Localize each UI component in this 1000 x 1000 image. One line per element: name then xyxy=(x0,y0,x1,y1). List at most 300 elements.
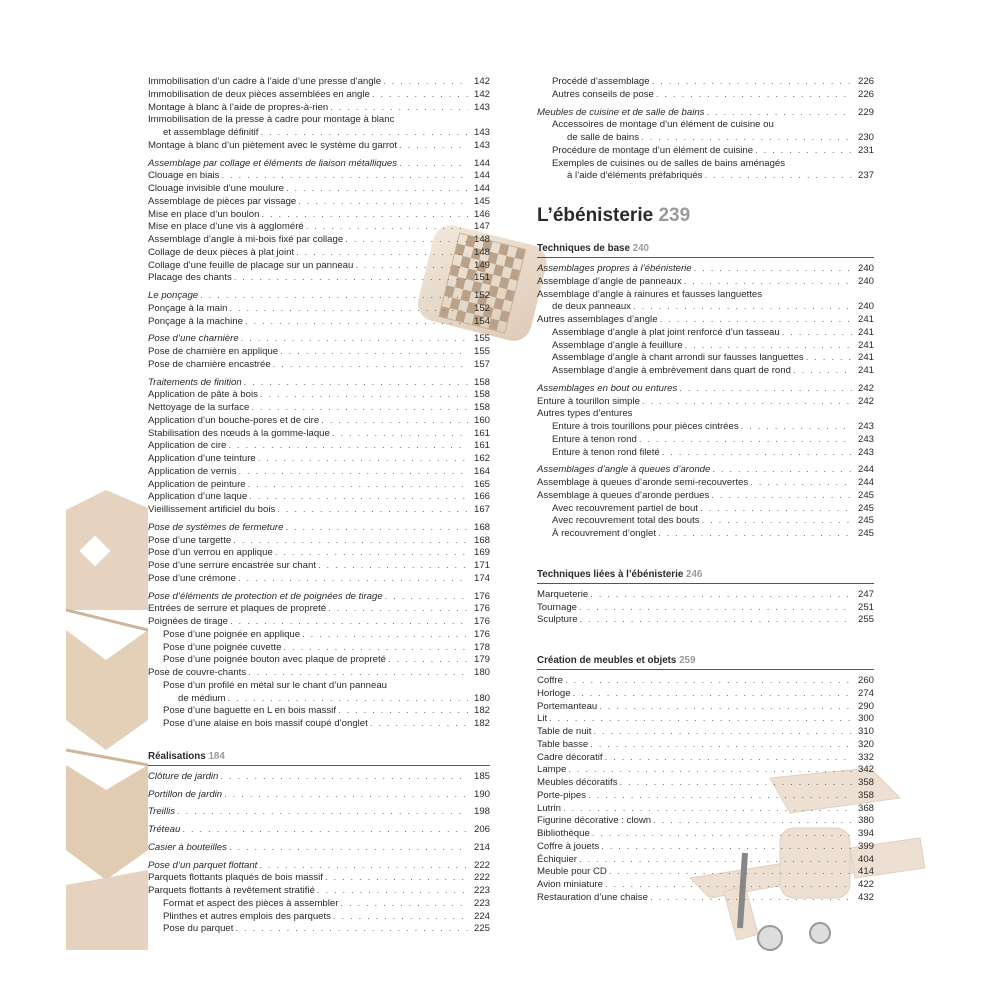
dot-leader xyxy=(660,314,852,327)
toc-entry-title: Vieillissement artificiel du bois xyxy=(148,504,276,515)
toc-entry[interactable] xyxy=(148,196,490,209)
toc-entry-title: Application d’un bouche-pores et de cire xyxy=(148,414,320,426)
toc-entry-title: Mise en place d’une vis à aggloméré xyxy=(148,221,304,233)
toc-page-number: 158 xyxy=(473,376,490,388)
toc-entry[interactable] xyxy=(537,713,874,726)
toc-entry-title: Pose d’une baguette en L en bois massif xyxy=(163,705,336,717)
toc-page-number: 142 xyxy=(473,88,490,100)
toc-section-entry[interactable] xyxy=(537,107,874,120)
toc-page-number: 161 xyxy=(473,427,490,439)
toc-list-techniques-liees xyxy=(537,589,874,627)
dot-leader xyxy=(806,352,852,365)
toc-list-right-top xyxy=(537,76,874,183)
toc-page-number: 300 xyxy=(857,713,874,725)
toc-page-number: 229 xyxy=(857,106,874,118)
toc-entry[interactable] xyxy=(148,911,490,924)
dot-leader xyxy=(258,453,468,466)
toc-page-number: 198 xyxy=(473,806,490,818)
toc-entry-title: Exemples de cuisines ou de salles de bains aménagés xyxy=(552,157,786,169)
toc-page-number: 167 xyxy=(473,504,490,515)
part-heading-techniques-base xyxy=(537,243,874,258)
toc-entry[interactable] xyxy=(537,352,874,365)
toc-entry-title: Assemblages d’angle à queues d’aronde xyxy=(537,464,711,476)
dot-leader xyxy=(658,528,852,541)
dot-leader xyxy=(280,346,468,359)
toc-entry[interactable] xyxy=(148,654,490,667)
dot-leader xyxy=(325,872,468,885)
toc-page-number: 143 xyxy=(473,139,490,151)
toc-entry[interactable] xyxy=(537,892,874,905)
part-page-number: 240 xyxy=(632,243,650,254)
dot-leader xyxy=(579,854,852,867)
toc-entry[interactable] xyxy=(537,879,874,892)
toc-entry[interactable] xyxy=(148,303,490,316)
toc-entry[interactable] xyxy=(537,803,874,816)
dot-leader xyxy=(317,885,468,898)
toc-entry[interactable] xyxy=(148,234,490,247)
dot-leader xyxy=(224,789,468,802)
dot-leader xyxy=(399,158,468,171)
toc-entry[interactable] xyxy=(148,479,490,492)
toc-entry[interactable] xyxy=(148,504,490,517)
toc-entry-title: À recouvrement d’onglet xyxy=(552,528,656,539)
toc-page-number: 245 xyxy=(857,515,874,527)
dot-leader xyxy=(620,777,852,790)
toc-section-entry[interactable] xyxy=(148,860,490,873)
dot-leader xyxy=(221,170,468,183)
toc-entry-title: de deux panneaux xyxy=(552,301,631,313)
toc-entry[interactable] xyxy=(148,260,490,273)
toc-section-entry[interactable] xyxy=(148,377,490,390)
dot-leader xyxy=(332,428,468,441)
toc-page-number: 245 xyxy=(857,528,874,539)
toc-entry-title: Marqueterie xyxy=(537,588,589,600)
toc-entry[interactable] xyxy=(537,828,874,841)
part-title: Réalisations xyxy=(148,750,206,762)
toc-entry[interactable] xyxy=(148,573,490,586)
toc-entry-title: Autres conseils de pose xyxy=(552,88,654,100)
toc-entry[interactable] xyxy=(148,603,490,616)
toc-section-entry[interactable] xyxy=(537,383,874,396)
toc-page-number: 432 xyxy=(857,891,874,903)
dot-leader xyxy=(241,333,468,346)
toc-entry-title: Montage à blanc d’un piètement avec le système du garrot xyxy=(148,139,398,151)
dot-leader xyxy=(694,263,852,276)
toc-section-entry[interactable] xyxy=(148,522,490,535)
toc-entry[interactable] xyxy=(148,247,490,260)
toc-entry[interactable] xyxy=(148,466,490,479)
toc-entry-title: Meubles de cuisine et de salle de bains xyxy=(537,106,705,118)
dot-leader xyxy=(261,209,468,222)
toc-entry-title: Pose d’une targette xyxy=(148,534,232,546)
toc-entry[interactable] xyxy=(148,667,490,680)
dot-leader xyxy=(355,260,468,273)
dot-leader xyxy=(662,447,852,460)
toc-page-number: 190 xyxy=(473,788,490,800)
toc-page-number: 160 xyxy=(473,414,490,426)
toc-entry[interactable] xyxy=(537,477,874,490)
toc-entry[interactable] xyxy=(537,854,874,867)
toc-page-number: 168 xyxy=(473,534,490,546)
toc-entry-title: Pose du parquet xyxy=(163,923,234,935)
toc-list-techniques-base xyxy=(537,263,874,541)
toc-entry[interactable] xyxy=(148,415,490,428)
toc-entry[interactable] xyxy=(537,752,874,765)
toc-section-entry[interactable] xyxy=(148,806,490,819)
toc-entry[interactable] xyxy=(148,127,490,140)
toc-entry-title: Pose d’éléments de protection et de poignées de tirage xyxy=(148,590,383,602)
dot-leader xyxy=(283,642,468,655)
toc-entry[interactable] xyxy=(537,841,874,854)
toc-entry[interactable] xyxy=(537,688,874,701)
toc-section-entry[interactable] xyxy=(148,591,490,604)
toc-entry[interactable] xyxy=(537,503,874,516)
toc-entry-title: Autres types d’entures xyxy=(537,408,633,420)
toc-page-number: 176 xyxy=(473,616,490,627)
dot-leader xyxy=(233,535,468,548)
toc-entry-title: Sculpture xyxy=(537,614,578,626)
toc-entry-title: Assemblage d’angle à mi-bois fixé par collage xyxy=(148,234,344,245)
toc-page-number: 251 xyxy=(857,601,874,613)
toc-entry-title: Assemblage d’angle à feuillure xyxy=(552,339,683,351)
toc-entry-title: Enture à trois tourillons pour pièces cintrées xyxy=(552,421,739,432)
chapter-title: L’ébénisterie xyxy=(537,205,654,226)
dot-leader xyxy=(590,589,852,602)
toc-entry[interactable] xyxy=(537,815,874,828)
dot-leader xyxy=(182,824,468,837)
toc-entry[interactable] xyxy=(148,872,490,885)
toc-entry[interactable] xyxy=(537,314,874,327)
toc-entry[interactable] xyxy=(537,701,874,714)
toc-page-number: 143 xyxy=(473,101,490,113)
toc-entry[interactable] xyxy=(148,402,490,415)
toc-entry[interactable] xyxy=(148,76,490,89)
toc-page-number: 243 xyxy=(857,433,874,445)
dot-leader xyxy=(273,359,468,372)
toc-entry-title: Enture à tourillon simple xyxy=(537,395,640,407)
toc-entry-title: Pose de systèmes de fermeture xyxy=(148,521,284,533)
toc-entry[interactable] xyxy=(537,764,874,777)
toc-entry[interactable] xyxy=(537,515,874,528)
toc-entry-title: Assemblage d’angle à chant arrondi sur fausses languettes xyxy=(552,352,804,364)
toc-entry-title: Clouage invisible d’une moulure xyxy=(148,183,284,194)
toc-entry[interactable] xyxy=(537,528,874,541)
toc-list-realisations xyxy=(148,771,490,936)
toc-section-entry[interactable] xyxy=(148,842,490,855)
toc-entry[interactable] xyxy=(537,170,874,183)
toc-entry[interactable] xyxy=(148,718,490,731)
toc-entry[interactable] xyxy=(537,276,874,289)
dot-leader xyxy=(244,377,468,390)
toc-entry-title: Enture à tenon rond xyxy=(552,433,637,445)
toc-entry[interactable] xyxy=(148,114,490,127)
toc-entry[interactable] xyxy=(148,642,490,655)
toc-section-entry[interactable] xyxy=(537,263,874,276)
dot-leader xyxy=(200,290,468,303)
toc-entry[interactable] xyxy=(148,221,490,234)
toc-entry[interactable] xyxy=(148,885,490,898)
dot-leader xyxy=(229,303,468,316)
part-heading-techniques-liees xyxy=(537,569,874,584)
toc-page-number: 148 xyxy=(473,246,490,258)
toc-entry[interactable] xyxy=(148,183,490,196)
dot-leader xyxy=(229,842,468,855)
toc-entry-title: Nettoyage de la surface xyxy=(148,402,250,413)
toc-page-number: 241 xyxy=(857,339,874,351)
dot-leader xyxy=(704,170,852,183)
dot-leader xyxy=(642,396,852,409)
toc-page-number: 241 xyxy=(857,352,874,364)
toc-page-number: 244 xyxy=(857,477,874,488)
toc-entry[interactable] xyxy=(148,629,490,642)
toc-entry[interactable] xyxy=(148,491,490,504)
toc-page-number: 142 xyxy=(473,76,490,87)
toc-entry[interactable] xyxy=(537,602,874,615)
toc-entry[interactable] xyxy=(537,739,874,752)
dot-leader xyxy=(286,183,468,196)
toc-entry[interactable] xyxy=(148,616,490,629)
toc-entry-title: Pose de couvre-chants xyxy=(148,667,247,678)
toc-page-number: 247 xyxy=(857,588,874,600)
dot-leader xyxy=(259,860,468,873)
toc-page-number: 165 xyxy=(473,478,490,490)
toc-entry-title: Pose d’une serrure encastrée sur chant xyxy=(148,560,316,571)
toc-entry[interactable] xyxy=(537,289,874,302)
toc-left-column xyxy=(148,76,490,936)
toc-page-number: 226 xyxy=(857,88,874,100)
toc-page-number: 394 xyxy=(857,828,874,839)
toc-entry[interactable] xyxy=(537,777,874,790)
toc-entry-title: Parquets flottants plaqués de bois massif xyxy=(148,872,323,884)
toc-section-entry[interactable] xyxy=(148,333,490,346)
toc-entry-title: Pose d’une alaise en bois massif coupé d’onglet xyxy=(163,718,368,729)
toc-entry-title: Pose de charnière en applique xyxy=(148,346,279,357)
toc-entry-title: et assemblage définitif xyxy=(163,127,259,138)
toc-entry[interactable] xyxy=(148,209,490,222)
toc-page-number: 161 xyxy=(473,440,490,452)
toc-entry-title: Portillon de jardin xyxy=(148,788,223,800)
dot-leader xyxy=(684,276,852,289)
toc-page-number: 158 xyxy=(473,402,490,413)
toc-section-entry[interactable] xyxy=(148,290,490,303)
dot-leader xyxy=(230,616,468,629)
dot-leader xyxy=(653,815,852,828)
toc-page-number: 332 xyxy=(857,751,874,763)
toc-entry[interactable] xyxy=(148,316,490,329)
dot-leader xyxy=(260,389,468,402)
toc-entry[interactable] xyxy=(148,705,490,718)
dot-leader xyxy=(580,614,852,627)
toc-entry[interactable] xyxy=(148,898,490,911)
toc-page-number: 185 xyxy=(473,770,490,782)
toc-entry-title: Poignées de tirage xyxy=(148,616,229,627)
toc-entry[interactable] xyxy=(537,158,874,171)
toc-section-entry[interactable] xyxy=(148,824,490,837)
toc-page-number: 380 xyxy=(857,815,874,827)
dot-leader xyxy=(318,560,468,573)
dot-leader xyxy=(345,234,468,247)
toc-entry-title: Autres assemblages d’angle xyxy=(537,314,658,325)
toc-entry[interactable] xyxy=(537,145,874,158)
toc-entry-title: Avec recouvrement total des bouts xyxy=(552,515,700,527)
dot-leader xyxy=(275,547,468,560)
dot-leader xyxy=(652,76,852,89)
toc-entry-title: Traitements de finition xyxy=(148,376,242,388)
toc-page-number: 358 xyxy=(857,777,874,788)
toc-entry-title: Meuble pour CD xyxy=(537,866,607,878)
toc-entry[interactable] xyxy=(537,396,874,409)
toc-page-number: 243 xyxy=(857,446,874,458)
dot-leader xyxy=(639,434,852,447)
toc-entry-title: Avec recouvrement partiel de bout xyxy=(552,502,698,514)
toc-entry[interactable] xyxy=(537,790,874,803)
dot-leader xyxy=(782,327,852,340)
toc-entry-title: Application de cire xyxy=(148,440,227,452)
toc-page-number: 144 xyxy=(473,183,490,194)
dot-leader xyxy=(741,421,852,434)
toc-entry-title: Le ponçage xyxy=(148,290,199,301)
dot-leader xyxy=(277,504,468,517)
toc-entry[interactable] xyxy=(148,272,490,285)
toc-entry-title: Parquets flottants à revêtement stratifié xyxy=(148,885,315,896)
toc-entry[interactable] xyxy=(148,560,490,573)
toc-page-number: 242 xyxy=(857,382,874,394)
toc-entry[interactable] xyxy=(148,89,490,102)
toc-entry-title: Montage à blanc à l’aide de propres-à-rien xyxy=(148,101,329,113)
toc-entry[interactable] xyxy=(148,359,490,372)
dot-leader xyxy=(385,591,468,604)
toc-entry[interactable] xyxy=(537,490,874,503)
dot-leader xyxy=(296,247,468,260)
toc-entry[interactable] xyxy=(148,102,490,115)
dot-leader xyxy=(565,675,852,688)
dot-leader xyxy=(593,726,852,739)
toc-page-number: 245 xyxy=(857,502,874,514)
dot-leader xyxy=(245,316,468,329)
toc-entry[interactable] xyxy=(537,365,874,378)
toc-section-entry[interactable] xyxy=(148,771,490,784)
toc-page-number: 241 xyxy=(857,314,874,325)
toc-entry[interactable] xyxy=(537,726,874,739)
toc-entry[interactable] xyxy=(537,614,874,627)
toc-entry[interactable] xyxy=(537,447,874,460)
toc-entry[interactable] xyxy=(537,76,874,89)
toc-entry-title: Assemblage à queues d’aronde semi-recouvertes xyxy=(537,477,749,488)
toc-entry-title: Assemblage d’angle de panneaux xyxy=(537,275,682,287)
toc-section-entry[interactable] xyxy=(537,464,874,477)
toc-entry[interactable] xyxy=(537,327,874,340)
toc-entry-title: Enture à tenon rond fileté xyxy=(552,446,660,458)
toc-entry[interactable] xyxy=(537,675,874,688)
toc-page-number: 155 xyxy=(473,346,490,357)
toc-entry-title: Procédure de montage d’un élément de cuisine xyxy=(552,144,754,156)
toc-entry[interactable] xyxy=(148,680,490,693)
dot-leader xyxy=(328,603,468,616)
toc-page-number: 171 xyxy=(473,560,490,571)
dot-leader xyxy=(388,654,468,667)
toc-page-number: 147 xyxy=(473,221,490,233)
toc-entry[interactable] xyxy=(148,389,490,402)
toc-entry[interactable] xyxy=(537,301,874,314)
toc-entry-title: Lutrin xyxy=(537,802,561,814)
dot-leader xyxy=(260,127,468,140)
dot-leader xyxy=(321,415,468,428)
dot-leader xyxy=(609,866,852,879)
toc-section-entry[interactable] xyxy=(148,158,490,171)
toc-page-number: 222 xyxy=(473,872,490,884)
dot-leader xyxy=(793,365,852,378)
toc-page-number: 320 xyxy=(857,738,874,750)
dot-leader xyxy=(579,602,852,615)
toc-page-number: 243 xyxy=(857,421,874,432)
toc-entry[interactable] xyxy=(148,453,490,466)
toc-entry-title: Application de pâte à bois xyxy=(148,389,258,401)
toc-entry[interactable] xyxy=(537,589,874,602)
toc-entry[interactable] xyxy=(148,170,490,183)
toc-page-number: 152 xyxy=(473,302,490,314)
toc-entry-title: de salle de bains xyxy=(567,132,640,143)
toc-entry-title: Placage des chants xyxy=(148,272,232,284)
dot-leader xyxy=(656,89,852,102)
toc-page-number: 155 xyxy=(473,333,490,345)
dot-leader xyxy=(220,771,468,784)
toc-entry[interactable] xyxy=(148,140,490,153)
toc-entry-title: Pose de charnière encastrée xyxy=(148,358,271,370)
toc-entry[interactable] xyxy=(537,866,874,879)
toc-entry[interactable] xyxy=(537,132,874,145)
part-page-number: 259 xyxy=(679,655,696,666)
dot-leader xyxy=(700,503,852,516)
toc-page-number: 404 xyxy=(857,853,874,865)
toc-section-entry[interactable] xyxy=(148,789,490,802)
toc-entry[interactable] xyxy=(537,421,874,434)
dot-leader xyxy=(588,790,852,803)
dot-leader xyxy=(573,688,852,701)
toc-page-number: 244 xyxy=(857,464,874,476)
toc-entry[interactable] xyxy=(537,434,874,447)
toc-entry-title: Pose d’un parquet flottant xyxy=(148,859,258,871)
toc-entry[interactable] xyxy=(148,547,490,560)
toc-entry-title: Cadre décoratif xyxy=(537,751,603,763)
part-title: Techniques de base xyxy=(537,243,630,254)
toc-page-number: 237 xyxy=(857,170,874,182)
toc-entry[interactable] xyxy=(537,119,874,132)
toc-entry[interactable] xyxy=(148,428,490,441)
toc-entry[interactable] xyxy=(537,340,874,353)
toc-entry-title: Accessoires de montage d’un élément de cuisine ou xyxy=(552,119,774,131)
toc-entry[interactable] xyxy=(537,89,874,102)
toc-entry-title: Assemblage d’angle à rainures et fausses languettes xyxy=(537,288,763,300)
toc-entry[interactable] xyxy=(148,535,490,548)
toc-page-number: 168 xyxy=(473,521,490,533)
dot-leader xyxy=(248,479,468,492)
dot-leader xyxy=(238,573,468,586)
toc-entry[interactable] xyxy=(148,346,490,359)
toc-entry-title: Porte-pipes xyxy=(537,789,587,801)
dot-leader xyxy=(590,739,852,752)
toc-page-number: 260 xyxy=(857,675,874,686)
toc-entry[interactable] xyxy=(148,693,490,706)
toc-entry[interactable] xyxy=(148,440,490,453)
toc-list-creation xyxy=(537,675,874,905)
toc-entry-title: Pose d’une poignée bouton avec plaque de propreté xyxy=(163,654,386,666)
toc-page-number: 145 xyxy=(473,195,490,207)
toc-entry-title: Plinthes et autres emplois des parquets xyxy=(163,910,331,922)
toc-entry-title: Pose d’une charnière xyxy=(148,333,239,345)
dot-leader xyxy=(302,629,468,642)
toc-entry[interactable] xyxy=(537,408,874,421)
toc-entry[interactable] xyxy=(148,923,490,936)
